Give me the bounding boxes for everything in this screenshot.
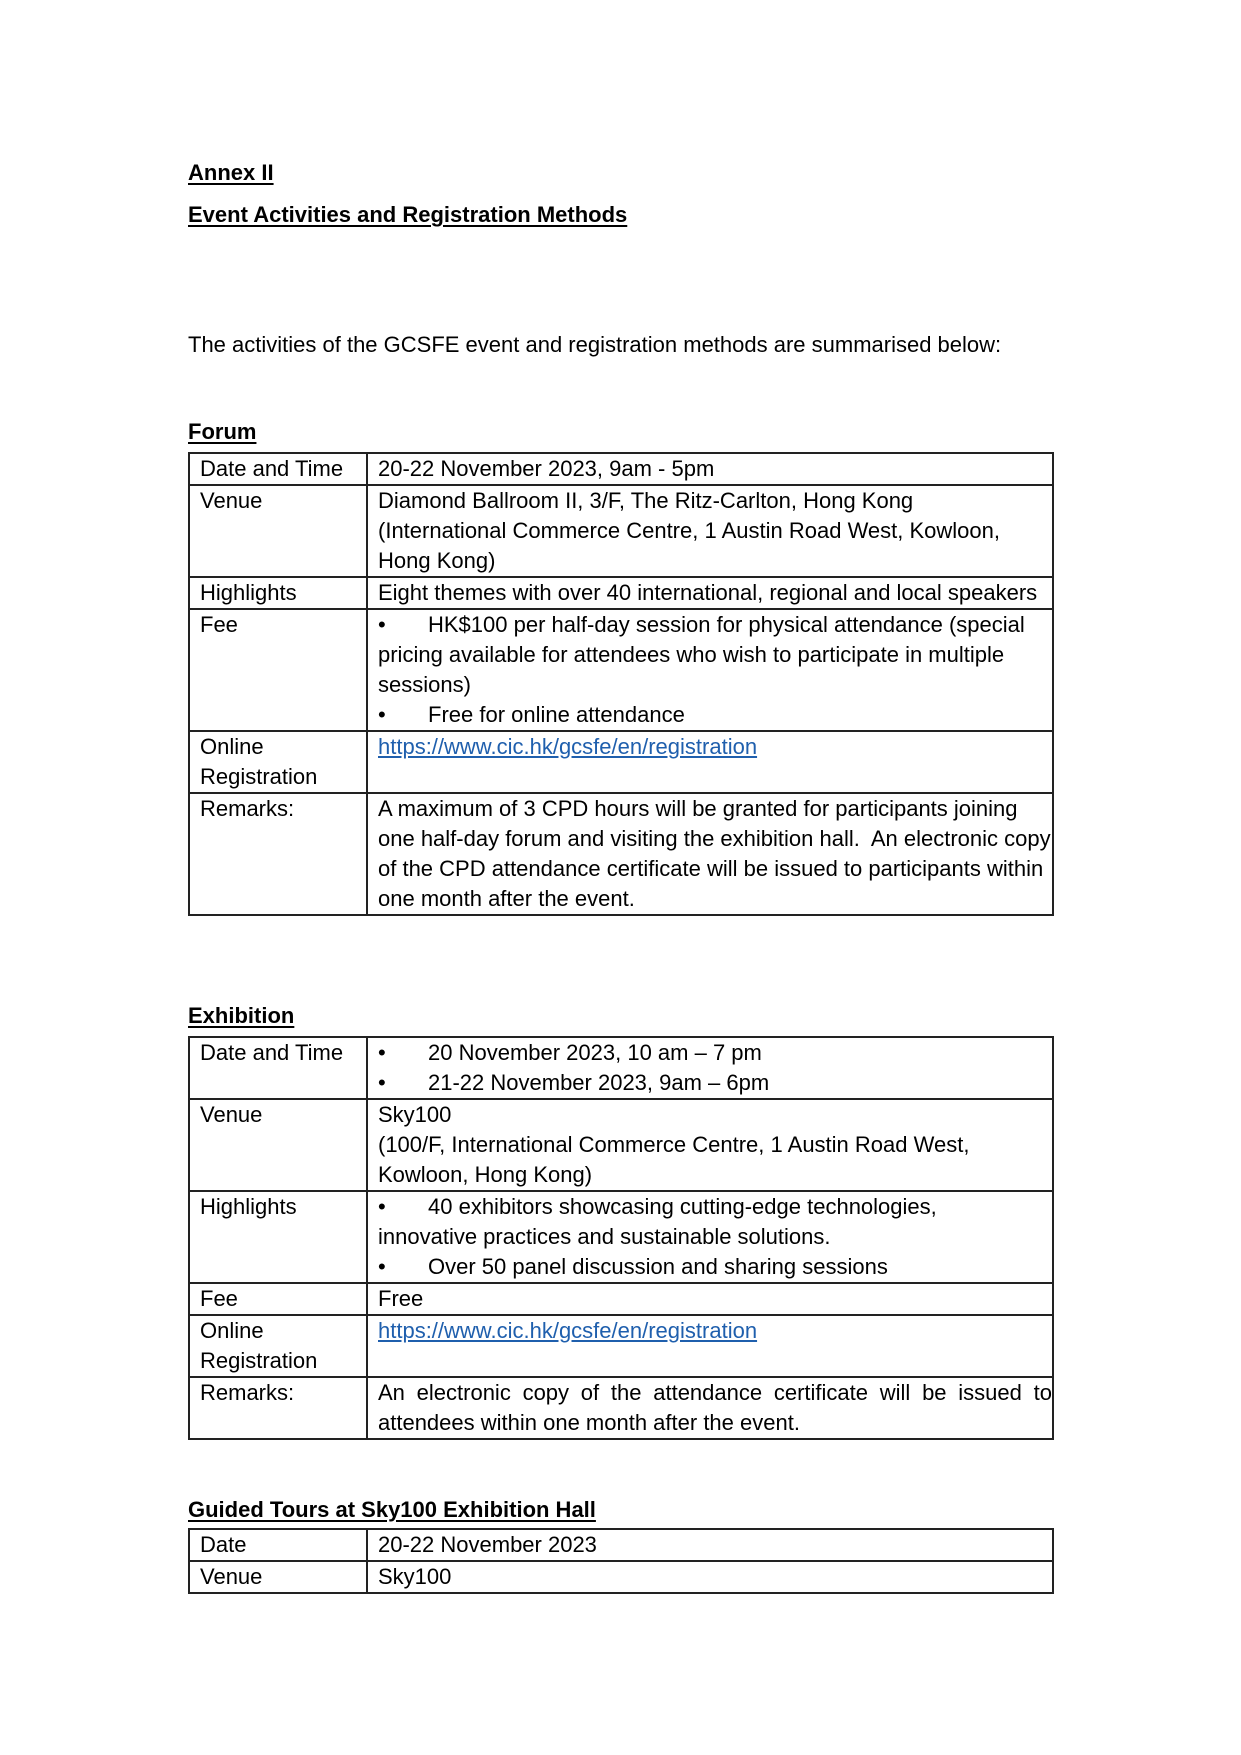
row-label: Fee xyxy=(189,609,367,731)
list-item: • 21-22 November 2023, 9am – 6pm xyxy=(378,1068,1052,1098)
list-item: • HK$100 per half-day session for physical attendance (special pricing available for attendees who wish to participate in multiple sessions) xyxy=(378,612,1025,697)
list-item: • Over 50 panel discussion and sharing sessions xyxy=(378,1252,1052,1282)
row-label: Fee xyxy=(189,1283,367,1315)
row-label: Remarks: xyxy=(189,793,367,915)
registration-link[interactable]: https://www.cic.hk/gcsfe/en/registration xyxy=(378,734,758,759)
venue-address: (International Commerce Centre, 1 Austin Road West, Kowloon, Hong Kong) xyxy=(378,518,1001,573)
bullet-icon: • xyxy=(378,612,386,637)
table-row xyxy=(189,1283,1053,1315)
table-row xyxy=(189,793,1053,915)
registration-link[interactable]: https://www.cic.hk/gcsfe/en/registration xyxy=(378,1318,758,1343)
forum-fee xyxy=(367,609,1053,731)
intro-text: The activities of the GCSFE event and registration methods are summarised below: xyxy=(188,332,1002,357)
table-row xyxy=(189,1191,1053,1283)
exhibition-section-title: Exhibition xyxy=(188,1003,295,1028)
table-row xyxy=(189,1529,1053,1561)
guided-tours-section-title: Guided Tours at Sky100 Exhibition Hall xyxy=(188,1497,596,1522)
exhibition-venue xyxy=(367,1099,1053,1191)
bullet-icon: • xyxy=(378,1040,386,1065)
table-row xyxy=(189,1099,1053,1191)
forum-highlights: Eight themes with over 40 international, regional and local speakers xyxy=(367,577,1053,609)
table-row xyxy=(189,1561,1053,1593)
table-row xyxy=(189,1377,1053,1439)
exhibition-registration xyxy=(367,1315,1053,1377)
guided-tours-date: 20-22 November 2023 xyxy=(367,1529,1053,1561)
exhibition-fee: Free xyxy=(367,1283,1053,1315)
row-label: Date and Time xyxy=(189,1037,367,1099)
table-row xyxy=(189,485,1053,577)
exhibition-highlights xyxy=(367,1191,1053,1283)
exhibition-date-time xyxy=(367,1037,1053,1099)
venue-name: Sky100 xyxy=(378,1102,452,1127)
table-row xyxy=(189,577,1053,609)
table-row xyxy=(189,1315,1053,1377)
forum-venue xyxy=(367,485,1053,577)
row-label: Date xyxy=(189,1529,367,1561)
forum-table xyxy=(188,452,1057,916)
row-label: Venue xyxy=(189,485,367,577)
forum-date-time: 20-22 November 2023, 9am - 5pm xyxy=(367,453,1053,485)
forum-section-title: Forum xyxy=(188,419,257,444)
row-label: Online Registration xyxy=(189,731,367,793)
row-label: Remarks: xyxy=(189,1377,367,1439)
row-label: Venue xyxy=(189,1561,367,1593)
table-row xyxy=(189,453,1053,485)
table-row xyxy=(189,731,1053,793)
bullet-icon: • xyxy=(378,702,386,727)
row-label: Highlights xyxy=(189,577,367,609)
venue-name: Diamond Ballroom II, 3/F, The Ritz-Carlton, Hong Kong xyxy=(378,488,914,513)
row-label: Online Registration xyxy=(189,1315,367,1377)
list-item: • 40 exhibitors showcasing cutting-edge technologies, innovative practices and sustainable solutions. xyxy=(378,1194,937,1249)
annex-title: Annex II xyxy=(188,160,274,185)
document-title: Event Activities and Registration Methods xyxy=(188,202,628,227)
guided-tours-table xyxy=(188,1528,1054,1594)
table-row xyxy=(189,609,1053,731)
bullet-icon: • xyxy=(378,1194,386,1219)
bullet-icon: • xyxy=(378,1254,386,1279)
row-label: Venue xyxy=(189,1099,367,1191)
bullet-icon: • xyxy=(378,1070,386,1095)
table-row xyxy=(189,1037,1053,1099)
forum-registration xyxy=(367,731,1053,793)
venue-address: (100/F, International Commerce Centre, 1 Austin Road West, Kowloon, Hong Kong) xyxy=(378,1132,970,1187)
guided-tours-venue: Sky100 xyxy=(367,1561,1053,1593)
forum-remarks: A maximum of 3 CPD hours will be granted for participants joining one half-day forum and visiting the exhibition hall. An electronic copy of the CPD attendance certificate will be issued to participants within one month after the event. xyxy=(367,793,1053,915)
exhibition-table xyxy=(188,1036,1054,1440)
row-label: Date and Time xyxy=(189,453,367,485)
list-item: • 20 November 2023, 10 am – 7 pm xyxy=(378,1038,1052,1068)
exhibition-remarks: An electronic copy of the attendance certificate will be issued to attendees within one month after the event. xyxy=(367,1377,1053,1439)
list-item: • Free for online attendance xyxy=(378,700,1052,730)
row-label: Highlights xyxy=(189,1191,367,1283)
